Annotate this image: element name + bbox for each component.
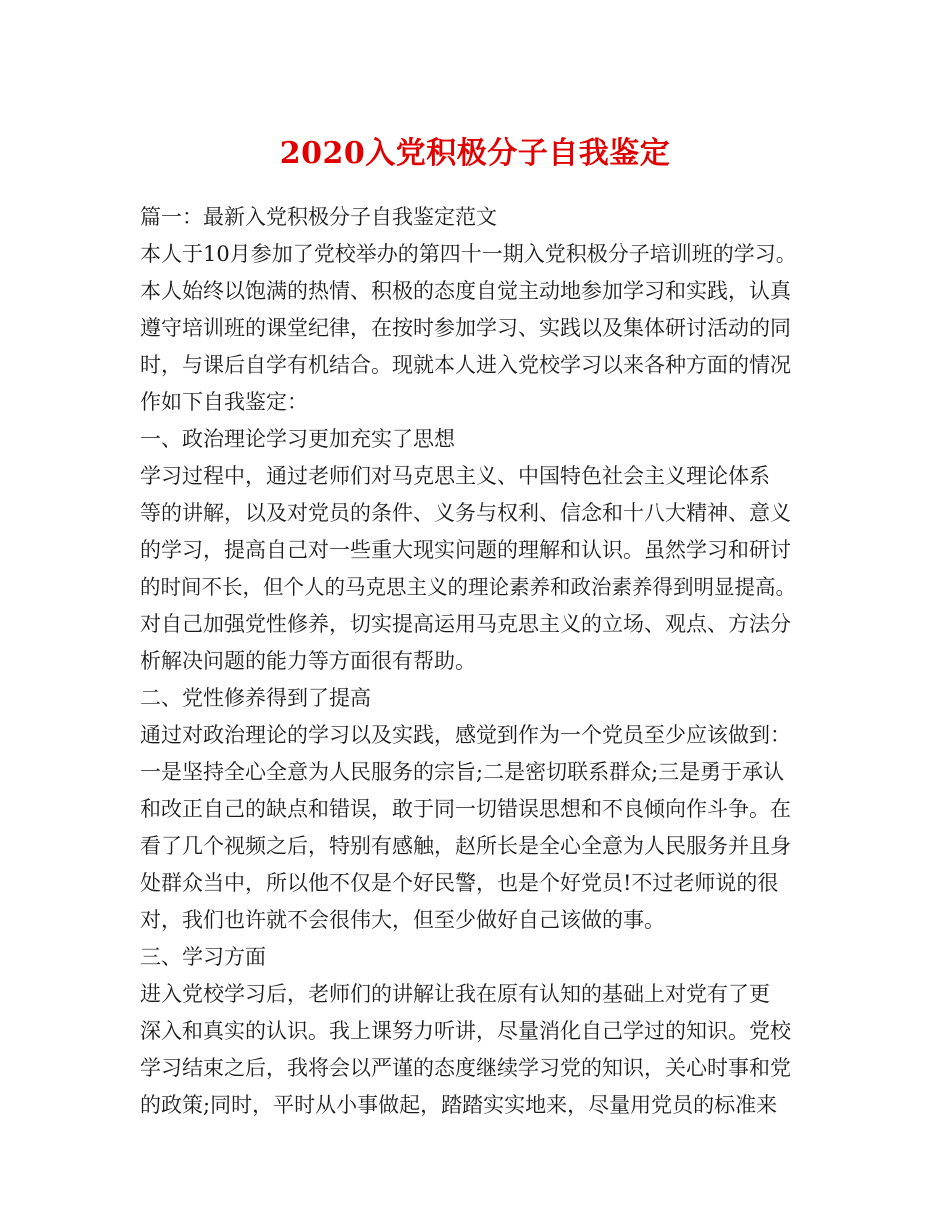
paragraph-line: 本人始终以饱满的热情、积极的态度自觉主动地参加学习和实践，认真 [140,279,791,303]
paragraph-line: 进入党校学习后，老师们的讲解让我在原有认知的基础上对党有了更 [140,982,770,1006]
section-heading-3: 三、学习方面 [140,945,266,969]
paragraph-line: 本人于10月参加了党校举办的第四十一期入党积极分子培训班的学习。 [140,242,797,266]
paragraph-line: 学习过程中，通过老师们对马克思主义、中国特色社会主义理论体系 [140,464,770,488]
paragraph-line: 对，我们也许就不会很伟大，但至少做好自己该做的事。 [140,908,665,932]
paragraph-line: 深入和真实的认识。我上课努力听讲，尽量消化自己学过的知识。党校 [140,1019,791,1043]
paragraph-line: 通过对政治理论的学习以及实践，感觉到作为一个党员至少应该做到： [140,723,791,747]
paragraph-line: 的学习，提高自己对一些重大现实问题的理解和认识。虽然学习和研讨 [140,538,791,562]
paragraph-line: 时，与课后自学有机结合。现就本人进入党校学习以来各种方面的情况 [140,353,791,377]
paragraph-line: 和改正自己的缺点和错误，敢于同一切错误思想和不良倾向作斗争。在 [140,797,791,821]
section-heading-2: 二、党性修养得到了提高 [140,686,371,710]
heading-part-one: 篇一：最新入党积极分子自我鉴定范文 [140,205,497,229]
paragraph-line: 析解决问题的能力等方面很有帮助。 [140,649,476,673]
paragraph-line: 对自己加强党性修养，切实提高运用马克思主义的立场、观点、方法分 [140,612,791,636]
paragraph-line: 的政策;同时，平时从小事做起，踏踏实实地来，尽量用党员的标准来 [140,1093,778,1117]
paragraph-line: 学习结束之后，我将会以严谨的态度继续学习党的知识，关心时事和党 [140,1056,791,1080]
paragraph-line: 遵守培训班的课堂纪律，在按时参加学习、实践以及集体研讨活动的同 [140,316,791,340]
paragraph-line: 等的讲解，以及对党员的条件、义务与权利、信念和十八大精神、意义 [140,501,791,525]
document-title: 2020入党积极分子自我鉴定 [279,136,671,171]
section-heading-1: 一、政治理论学习更加充实了思想 [140,427,455,451]
paragraph-line: 的时间不长，但个人的马克思主义的理论素养和政治素养得到明显提高。 [140,575,796,599]
paragraph-line: 一是坚持全心全意为人民服务的宗旨;二是密切联系群众;三是勇于承认 [140,760,785,784]
paragraph-line: 处群众当中，所以他不仅是个好民警，也是个好党员!不过老师说的很 [140,871,779,895]
paragraph-line: 看了几个视频之后，特别有感触，赵所长是全心全意为人民服务并且身 [140,834,791,858]
paragraph-line: 作如下自我鉴定： [140,390,308,414]
